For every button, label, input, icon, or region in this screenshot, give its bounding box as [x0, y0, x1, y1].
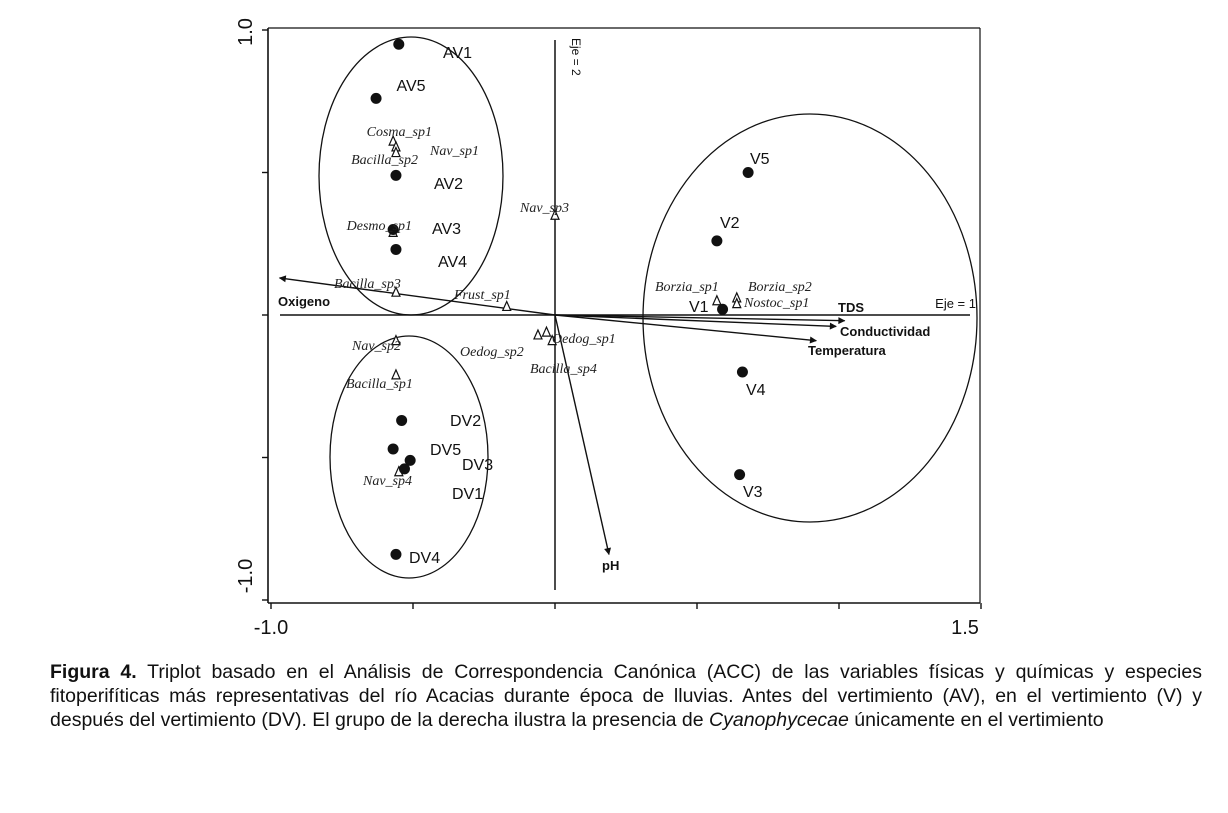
species-label-desmo_sp1: Desmo_sp1 [346, 219, 412, 234]
species-label-bacilla_sp1: Bacilla_sp1 [346, 377, 413, 392]
sample-label-dv5: DV5 [430, 442, 462, 459]
axis-1-label: Eje = 1 [935, 296, 976, 311]
figure-caption [50, 660, 1202, 732]
sample-label-dv2: DV2 [450, 413, 482, 430]
sample-label-av4: AV4 [438, 254, 468, 271]
sample-label-dv4: DV4 [409, 550, 441, 567]
sample-point-v3 [734, 469, 745, 480]
sample-label-av2: AV2 [434, 176, 464, 193]
y-tick-label-min: -1.0 [235, 558, 257, 594]
sample-label-v2: V2 [720, 215, 740, 232]
species-label-nav_sp4: Nav_sp4 [363, 474, 412, 489]
arrow-ph [555, 315, 609, 554]
species-label-borzia_sp2: Borzia_sp2 [748, 280, 812, 295]
species-label-cosma_sp1: Cosma_sp1 [366, 125, 432, 140]
x-tick-label-max: 1.5 [951, 617, 979, 639]
variable-label-temperatura: Temperatura [808, 343, 886, 358]
species-label-borzia_sp1: Borzia_sp1 [655, 280, 719, 295]
sample-label-v3: V3 [743, 484, 763, 501]
sample-label-v5: V5 [750, 151, 770, 168]
species-marker-borzia_sp1 [713, 296, 721, 305]
species-label-nav_sp2: Nav_sp2 [352, 339, 401, 354]
sample-point-av1 [393, 39, 404, 50]
species-label-frust_sp1: Frust_sp1 [454, 288, 511, 303]
axis-2-label: Eje = 2 [569, 38, 583, 76]
variable-label-ph: pH [602, 558, 620, 573]
sample-point-av2 [390, 170, 401, 181]
sample-point-v5 [743, 167, 754, 178]
variable-label-tds: TDS [838, 300, 864, 315]
sample-label-dv1: DV1 [452, 486, 484, 503]
sample-point-v1 [717, 304, 728, 315]
species-label-oedog_sp1: Oedog_sp1 [552, 332, 616, 347]
caption-text-1: Triplot basado en el Análisis de Correspondencia Canónica (ACC) de las variables físicas y químicas y especies fitoperifíticas más representativas del río Acacias durante época de lluvias. Antes del vertimiento (AV), en el vertimiento (V) y después del vertimiento (DV). El grupo de la derecha ilustra la presencia de [50, 661, 1202, 731]
sample-point-av4 [390, 244, 401, 255]
sample-point-dv1 [399, 463, 410, 474]
sample-point-dv2 [396, 415, 407, 426]
species-label-bacilla_sp2: Bacilla_sp2 [351, 153, 418, 168]
y-tick-label-max: 1.0 [235, 18, 257, 46]
sample-label-dv3: DV3 [462, 457, 494, 474]
sample-label-v1: V1 [689, 299, 709, 316]
species-marker-oedog_sp1 [542, 327, 550, 336]
caption-italic: Cyanophycecae [709, 709, 849, 731]
species-label-bacilla_sp3: Bacilla_sp3 [334, 277, 401, 292]
x-tick-label-min: -1.0 [253, 617, 289, 639]
sample-point-dv5 [388, 443, 399, 454]
sample-point-v2 [711, 235, 722, 246]
plot-labels [278, 45, 930, 573]
sample-label-av1: AV1 [443, 45, 473, 62]
caption-text-2: únicamente en el vertimiento [848, 709, 1104, 731]
species-marker-oedog_sp2 [534, 330, 542, 339]
species-label-nav_sp1: Nav_sp1 [430, 144, 479, 159]
variable-label-conductividad: Conductividad [840, 324, 931, 339]
sample-label-av3: AV3 [432, 221, 462, 238]
caption-label: Figura 4. [50, 661, 137, 683]
sample-point-v4 [737, 367, 748, 378]
species-label-nostoc_sp1: Nostoc_sp1 [744, 296, 810, 311]
species-label-bacilla_sp4: Bacilla_sp4 [530, 362, 597, 377]
sample-point-dv4 [390, 549, 401, 560]
arrow-conductividad [555, 315, 836, 326]
sample-label-av5: AV5 [396, 78, 426, 95]
species-label-nav_sp3: Nav_sp3 [520, 201, 569, 216]
sample-point-av5 [371, 93, 382, 104]
species-label-oedog_sp2: Oedog_sp2 [460, 345, 524, 360]
sample-label-v4: V4 [746, 382, 766, 399]
variable-label-oxigeno: Oxigeno [278, 294, 331, 309]
group-ellipses [319, 37, 977, 578]
